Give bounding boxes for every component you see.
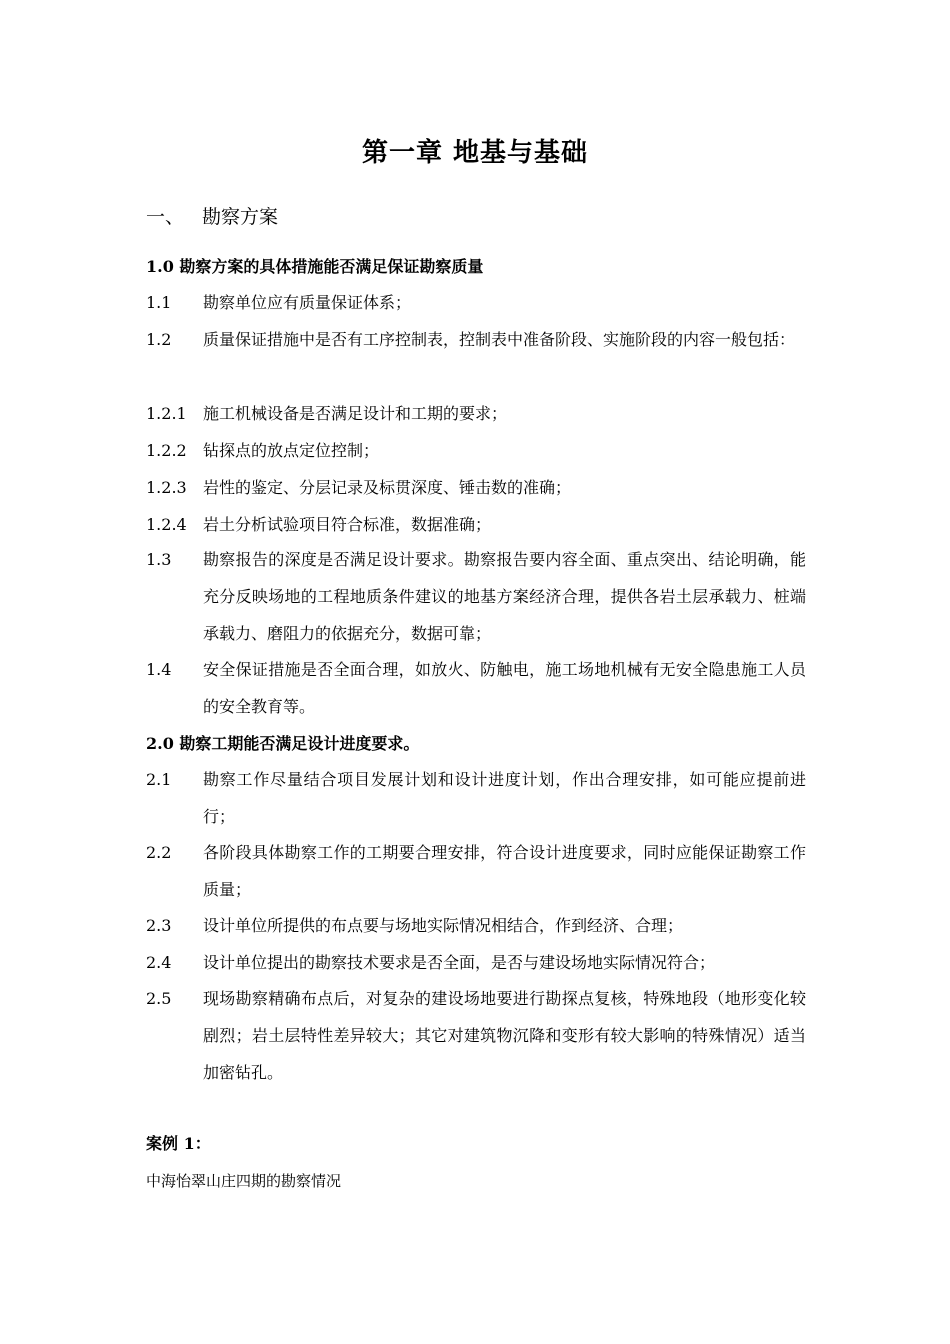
item-text: 勘察单位应有质量保证体系； [203,293,412,312]
item-number: 1.1 [146,293,172,312]
case-label: 案例 1： [146,1134,211,1153]
item-number: 2.3 [146,916,172,935]
list-item [146,321,806,358]
list-item [146,761,806,835]
subsection-heading-1: 1.0 勘察方案的具体措施能否满足保证勘察质量 [146,257,484,276]
item-text: 岩性的鉴定、分层记录及标贯深度、锤击数的准确； [203,478,572,497]
list-item [146,506,806,543]
item-number: 1.2.4 [146,515,187,534]
item-number: 1.2.1 [146,404,187,423]
list-item [146,395,806,432]
list-item [146,944,806,981]
item-text: 设计单位提出的勘察技术要求是否全面，是否与建设场地实际情况符合； [203,953,716,972]
item-text: 质量保证措施中是否有工序控制表，控制表中准备阶段、实施阶段的内容一般包括： [203,330,796,349]
item-number: 2.2 [146,843,172,862]
list-item [146,980,806,1091]
chapter-title: 第一章 地基与基础 [361,138,589,168]
list-item [146,907,806,944]
list-item [146,469,806,506]
item-text: 勘察工作尽量结合项目发展计划和设计进度计划，作出合理安排，如可能应提前进行； [203,770,806,826]
case-description: 中海怡翠山庄四期的勘察情况 [146,1172,342,1190]
section-title: 勘察方案 [202,206,279,228]
item-text: 安全保证措施是否全面合理，如放火、防触电，施工场地机械有无安全隐患施工人员的安全教育等。 [203,660,806,716]
subsection-heading-2: 2.0 勘察工期能否满足设计进度要求。 [146,734,420,753]
list-item [146,541,806,652]
item-number: 2.5 [146,989,172,1008]
item-number: 2.1 [146,770,172,789]
item-number: 1.2 [146,330,172,349]
list-item [146,834,806,908]
item-text: 钻探点的放点定位控制； [203,441,380,460]
item-number: 2.4 [146,953,172,972]
item-text: 岩土分析试验项目符合标准，数据准确； [203,515,492,534]
section-heading [146,202,278,232]
item-number: 1.4 [146,660,172,679]
item-text: 现场勘察精确布点后，对复杂的建设场地要进行勘探点复核，特殊地段（地形变化较剧烈；岩土层特性差异较大；其它对建筑物沉降和变形有较大影响的特殊情况）适当加密钻孔。 [203,989,806,1082]
list-item [146,284,806,321]
item-number: 1.2.3 [146,478,187,497]
item-number: 1.2.2 [146,441,187,460]
list-item [146,432,806,469]
section-number: 一、 [146,206,185,228]
item-text: 各阶段具体勘察工作的工期要合理安排，符合设计进度要求，同时应能保证勘察工作质量； [203,843,806,899]
item-text: 施工机械设备是否满足设计和工期的要求； [203,404,508,423]
list-item [146,651,806,725]
item-number: 1.3 [146,550,172,569]
item-text: 设计单位所提供的布点要与场地实际情况相结合，作到经济、合理； [203,916,684,935]
item-text: 勘察报告的深度是否满足设计要求。勘察报告要内容全面、重点突出、结论明确，能充分反映场地的工程地质条件建议的地基方案经济合理，提供各岩土层承载力、桩端承载力、磨阻力的依据充分，数据可靠； [203,550,806,643]
